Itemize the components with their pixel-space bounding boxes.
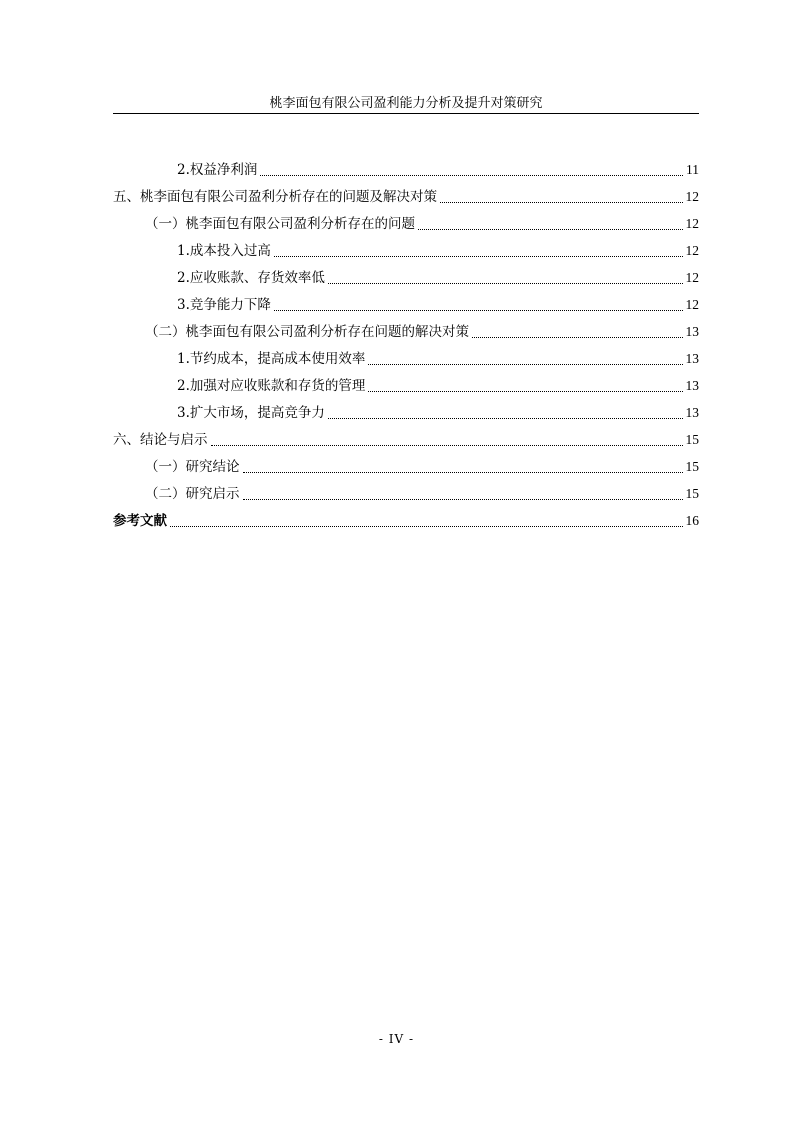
toc-entry[interactable] bbox=[113, 342, 699, 369]
toc-entry[interactable] bbox=[113, 423, 699, 450]
toc-dot-leader bbox=[472, 327, 683, 338]
toc-entry-page: 13 bbox=[685, 324, 699, 339]
page-footer bbox=[0, 1031, 793, 1047]
toc-dot-leader bbox=[274, 300, 683, 311]
toc-entry-page: 15 bbox=[685, 486, 699, 501]
page-number: - IV - bbox=[378, 1032, 415, 1046]
toc-dot-leader bbox=[211, 435, 683, 446]
toc-entry-page: 12 bbox=[685, 243, 699, 258]
toc-entry[interactable] bbox=[113, 396, 699, 423]
toc-entry[interactable] bbox=[113, 261, 699, 288]
toc-entry-page: 13 bbox=[685, 378, 699, 393]
toc-entry-title: （二）桃李面包有限公司盈利分析存在问题的解决对策 bbox=[145, 324, 469, 340]
toc-entry-page: 13 bbox=[685, 405, 699, 420]
toc-entry[interactable] bbox=[113, 207, 699, 234]
toc-entry[interactable] bbox=[113, 315, 699, 342]
toc-dot-leader bbox=[418, 219, 683, 230]
toc-entry[interactable] bbox=[113, 369, 699, 396]
toc-dot-leader bbox=[243, 489, 683, 500]
toc-entry-title: 3.竞争能力下降 bbox=[177, 297, 271, 313]
toc-entry-title: 参考文献 bbox=[113, 513, 167, 529]
toc-entry-page: 12 bbox=[685, 216, 699, 231]
toc-entry[interactable] bbox=[113, 477, 699, 504]
toc-entry-title: 2.权益净利润 bbox=[177, 162, 258, 178]
toc-dot-leader bbox=[368, 381, 682, 392]
toc-dot-leader bbox=[328, 408, 683, 419]
toc-entry[interactable] bbox=[113, 180, 699, 207]
toc-entry-title: 1.成本投入过高 bbox=[177, 243, 271, 259]
toc-entry-page: 13 bbox=[685, 351, 699, 366]
toc-dot-leader bbox=[274, 246, 683, 257]
toc-entry-page: 12 bbox=[685, 189, 699, 204]
toc-dot-leader bbox=[440, 192, 683, 203]
header-title: 桃李面包有限公司盈利能力分析及提升对策研究 bbox=[269, 96, 543, 111]
toc-dot-leader bbox=[328, 273, 683, 284]
toc-entry-page: 16 bbox=[685, 513, 699, 528]
toc-entry-page: 15 bbox=[685, 432, 699, 447]
toc-dot-leader bbox=[170, 516, 683, 527]
toc-entry[interactable] bbox=[113, 450, 699, 477]
toc-dot-leader bbox=[368, 354, 682, 365]
toc-entry-title: 1.节约成本，提高成本使用效率 bbox=[177, 351, 366, 367]
toc-entry[interactable] bbox=[113, 234, 699, 261]
toc-entry-title: （二）研究启示 bbox=[145, 486, 240, 502]
table-of-contents bbox=[113, 153, 699, 531]
toc-entry-page: 11 bbox=[686, 162, 699, 177]
running-header bbox=[113, 95, 699, 114]
toc-entry-title: 五、桃李面包有限公司盈利分析存在的问题及解决对策 bbox=[113, 189, 437, 205]
toc-entry[interactable] bbox=[113, 504, 699, 531]
toc-entry[interactable] bbox=[113, 153, 699, 180]
toc-entry[interactable] bbox=[113, 288, 699, 315]
toc-entry-page: 15 bbox=[685, 459, 699, 474]
toc-entry-title: 2.应收账款、存货效率低 bbox=[177, 270, 325, 286]
toc-dot-leader bbox=[243, 462, 683, 473]
toc-entry-title: （一）桃李面包有限公司盈利分析存在的问题 bbox=[145, 216, 415, 232]
toc-entry-title: 2.加强对应收账款和存货的管理 bbox=[177, 378, 366, 394]
toc-entry-title: （一）研究结论 bbox=[145, 459, 240, 475]
toc-entry-title: 3.扩大市场，提高竞争力 bbox=[177, 405, 325, 421]
toc-entry-page: 12 bbox=[685, 270, 699, 285]
toc-entry-page: 12 bbox=[685, 297, 699, 312]
toc-entry-title: 六、结论与启示 bbox=[113, 432, 208, 448]
toc-dot-leader bbox=[260, 165, 683, 176]
